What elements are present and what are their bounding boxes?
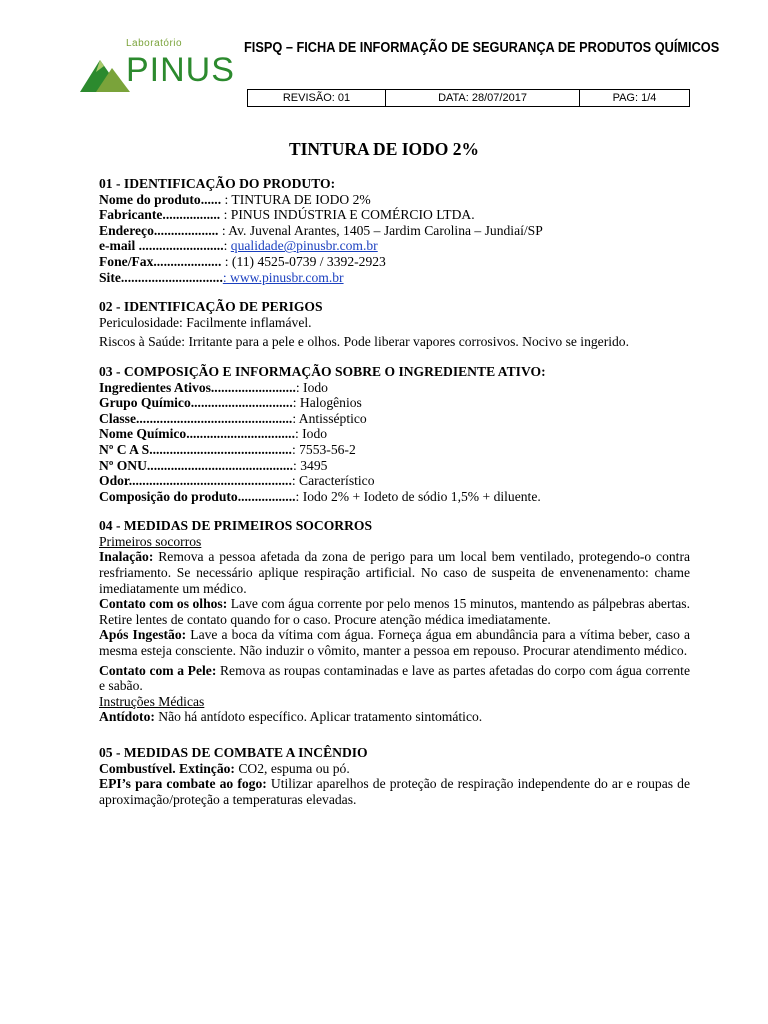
product-name-row [99,192,690,208]
composition-label: Ingredientes Ativos......................... [99,379,296,395]
address-row [99,223,690,239]
composition-label: Classe.............................................. [99,410,293,426]
composition-row [99,442,690,458]
manufacturer-label: Fabricante................. [99,207,221,223]
section-04-title: 04 - MEDIDAS DE PRIMEIROS SOCORROS [99,518,373,534]
revision-cell: REVISÃO: 01 [248,90,386,107]
section-02-title: 02 - IDENTIFICAÇÃO DE PERIGOS [99,299,323,315]
composition-value: : Halogênios [292,395,362,411]
skin-contact-label: Contato com a Pele: [99,662,217,678]
inhalation-label: Inalação: [99,549,154,565]
composition-value: : Característico [291,473,375,489]
ingestion-text: Lave a boca da vítima com água. Forneça água em abundância para a vítima beber, caso a mesma esteja consciente. Não induzir o vômito, manter a pessoa em repouso. Procurar atendimento médico. [99,627,691,659]
date-cell: DATA: 28/07/2017 [386,90,580,107]
address-value: : Av. Juvenal Arantes, 1405 – Jardim Carolina – Jundiaí/SP [218,222,543,238]
product-name-label: Nome do produto...... [99,191,222,207]
composition-row [99,473,690,489]
extinction-label: Combustível. Extinção: [99,760,235,776]
first-aid-subtitle: Primeiros socorros [99,533,202,549]
product-title: TINTURA DE IODO 2% [288,139,480,159]
logo-subtitle: Laboratório [126,38,183,49]
spacer [99,285,690,299]
ppe-paragraph [99,776,690,807]
medical-instructions-subtitle: Instruções Médicas [99,693,205,709]
email-link[interactable]: qualidade@pinusbr.com.br [230,238,378,254]
phone-label: Fone/Fax.................... [99,253,222,269]
antidote-text: Não há antídoto específico. Aplicar tratamento sintomático. [154,709,483,725]
composition-label: Nº C A S.......................................... [99,441,292,457]
extinction-paragraph [99,761,690,777]
logo-brand: PINUS [126,51,235,89]
site-row [99,270,690,286]
composition-row [99,489,690,505]
composition-value: : Iodo [294,426,328,442]
phone-value: : (11) 4525-0739 / 3392-2923 [221,253,386,269]
hazard-line: Periculosidade: Facilmente inflamável. [99,314,312,330]
antidote-label: Antídoto: [99,709,155,725]
composition-row [99,426,690,442]
eye-contact-text: Lave com água corrente por pelo menos 15 minutos, mantendo as pálpebras abertas. Retire lentes de contato quando for o caso. Procure atenção médica imediatamente. [99,596,690,627]
skin-contact-paragraph [99,663,690,694]
ppe-label: EPI’s para combate ao fogo: [99,776,267,792]
composition-value: : Antisséptico [292,410,367,426]
spacer [99,725,690,745]
eye-contact-label: Contato com os olhos: [99,596,228,612]
inhalation-paragraph [99,549,690,596]
section-01-title: 01 - IDENTIFICAÇÃO DO PRODUTO: [99,176,336,191]
ingestion-paragraph [99,627,690,658]
composition-label: Odor................................................ [99,473,292,489]
composition-label: Nº ONU........................................... [99,457,294,473]
composition-label: Nome Químico................................ [99,426,295,442]
composition-label: Composição do produto................. [99,488,296,504]
page-cell: PAG: 1/4 [580,90,690,107]
site-link[interactable]: : www.pinusbr.com.br [222,269,344,285]
composition-value: : 3495 [293,457,328,473]
email-separator: : [223,238,231,254]
health-risk-line: Riscos à Saúde: Irritante para a pele e olhos. Pode liberar vapores corrosivos. Nocivo se ingerido. [99,334,629,350]
email-label: e-mail ......................... [99,238,224,254]
eye-contact-paragraph [99,596,690,627]
composition-value: : Iodo 2% + Iodeto de sódio 1,5% + diluente. [295,488,541,504]
skin-contact-text: Remova as roupas contaminadas e lave as partes afetadas do corpo com água corrente e sabão. [99,662,690,694]
section-05-title: 05 - MEDIDAS DE COMBATE A INCÊNDIO [99,745,368,760]
product-name-value: : TINTURA DE IODO 2% [221,191,371,207]
composition-label: Grupo Químico.............................. [99,395,293,411]
manufacturer-value: : PINUS INDÚSTRIA E COMÉRCIO LTDA. [220,207,475,223]
site-label: Site.............................. [99,269,223,285]
composition-value: : Iodo [295,379,328,395]
manufacturer-row [99,207,690,223]
extinction-text: CO2, espuma ou pó. [234,760,350,776]
inhalation-text: Remova a pessoa afetada da zona de perigo para um local bem ventilado, protegendo-o contra resfriamento. Se necessário aplique respiração artificial. No caso de suspeita de envenenamento: chame imediatamente um médico. [99,549,690,596]
mountain-logo-icon [80,56,130,92]
address-label: Endereço................... [99,222,219,238]
spacer [99,504,690,518]
section-03-title: 03 - COMPOSIÇÃO E INFORMAÇÃO SOBRE O INGREDIENTE ATIVO: [99,363,546,379]
revision-table [247,89,690,107]
ingestion-label: Após Ingestão: [99,627,187,643]
email-row [99,238,690,254]
spacer [99,350,690,364]
composition-row [99,395,690,411]
document-body [99,176,690,807]
antidote-paragraph [99,709,690,725]
company-logo [80,38,235,98]
composition-row [99,458,690,474]
composition-value: : 7553-56-2 [291,441,356,457]
composition-row [99,411,690,427]
ppe-text: Utilizar aparelhos de proteção de respiração independente do ar e roupas de aproximação/proteção a temperaturas elevadas. [99,776,690,807]
composition-row [99,380,690,396]
document-title: FISPQ – FICHA DE INFORMAÇÃO DE SEGURANÇA DE PRODUTOS QUÍMICOS [244,40,720,56]
phone-row [99,254,690,270]
